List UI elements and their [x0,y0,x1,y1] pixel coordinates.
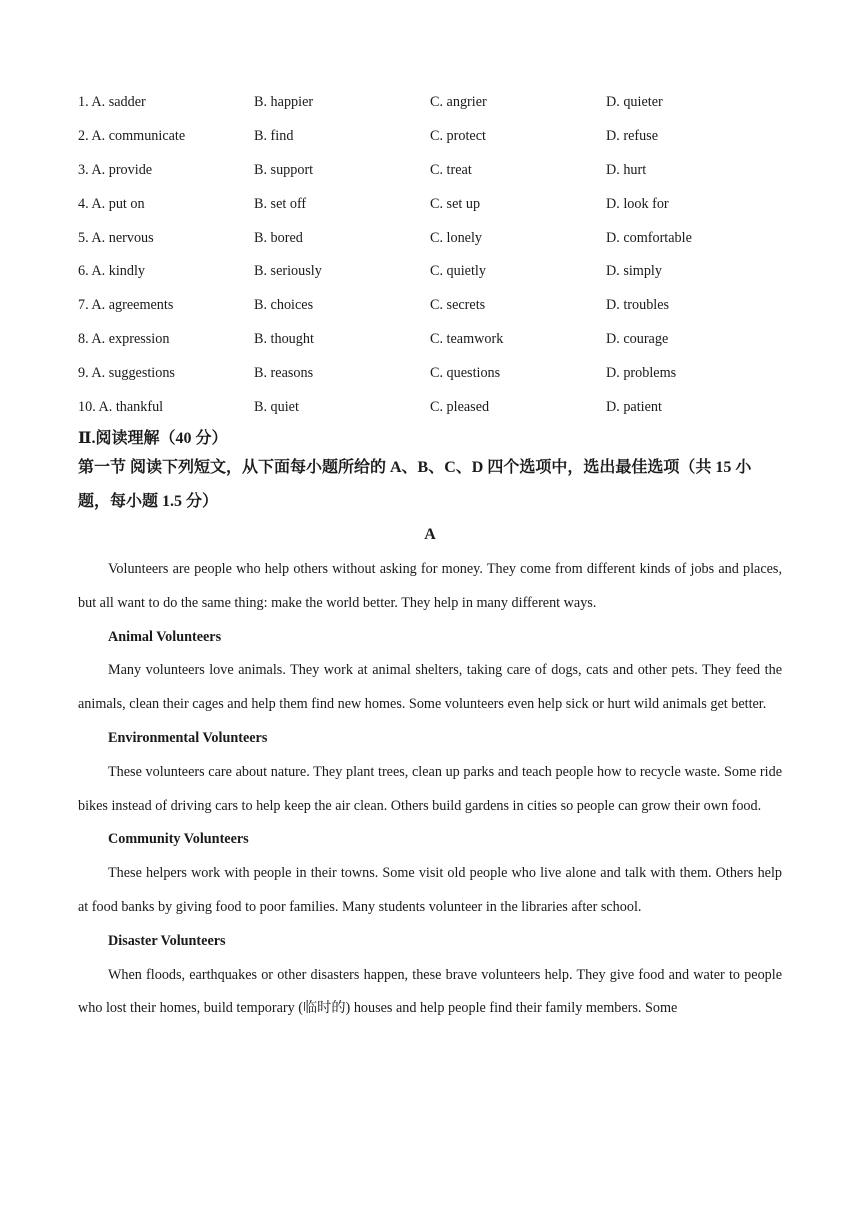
option-row [78,221,798,255]
option-b: B. find [254,128,294,145]
option-row [78,154,798,188]
option-c: C. angrier [430,94,487,111]
option-d: D. simply [606,263,662,280]
option-a: 9. A. suggestions [78,364,175,381]
section-paragraph: Many volunteers love animals. They work at animal shelters, taking care of dogs, cats and other pets. They feed the animals, clean their cages and help them find new homes. Some volunteers even help sick or hurt wild animals get better. [78,662,782,713]
section-paragraph: When floods, earthquakes or other disasters happen, these brave volunteers help. They give food and water to people who lost their homes, build temporary (临时的) houses and help people find their family members. Some [78,966,782,1017]
option-b: B. bored [254,229,303,246]
section-heading: Animal Volunteers [108,628,222,645]
option-c: C. questions [430,364,501,381]
option-b: B. thought [254,330,314,347]
section-heading: Disaster Volunteers [108,932,226,949]
option-b: B. support [254,161,314,178]
option-d: D. look for [606,195,669,212]
option-b: B. choices [254,297,314,314]
section-instruction: 第一节 阅读下列短文，从下面每小题所给的 A、B、C、D 四个选项中，选出最佳选项（共 15 小题，每小题 1.5 分） [78,459,752,510]
section-paragraph: These helpers work with people in their towns. Some visit old people who live alone and talk with them. Others help at food banks by giving food to poor families. Many students volunteer in the libraries after school. [78,865,782,915]
option-c: C. lonely [430,229,483,246]
option-a: 5. A. nervous [78,229,154,246]
option-a: 7. A. agreements [78,297,174,314]
option-d: D. hurt [606,161,647,178]
option-a: 10. A. thankful [78,398,164,415]
section-paragraph: These volunteers care about nature. They plant trees, clean up parks and teach people how to recycle waste. Some ride bikes instead of driving cars to help keep the air clean. Others build gardens in cities so people can grow their own food. [78,763,782,814]
passage-intro: Volunteers are people who help others without asking for money. They come from different kinds of jobs and places, but all want to do the same thing: make the world better. They help in many different ways. [78,561,782,611]
option-d: D. problems [606,364,677,381]
option-d: D. troubles [606,297,670,314]
option-d: D. refuse [606,128,658,145]
passage-body [78,553,782,1026]
option-c: C. quietly [430,263,486,280]
option-c: C. teamwork [430,330,504,347]
option-row [78,86,798,120]
section-heading: Community Volunteers [108,831,249,848]
option-a: 8. A. expression [78,330,170,347]
option-row [78,390,798,424]
option-a: 4. A. put on [78,195,145,212]
section-heading: Environmental Volunteers [108,729,268,746]
option-b: B. seriously [254,263,322,280]
option-row [78,356,798,390]
option-row [78,255,798,289]
option-b: B. set off [254,195,307,212]
option-a: 2. A. communicate [78,128,186,145]
option-c: C. set up [430,195,481,212]
option-a: 3. A. provide [78,161,153,178]
option-row [78,323,798,357]
option-row [78,120,798,154]
cloze-options [78,86,798,424]
option-c: C. pleased [430,398,490,415]
option-b: B. happier [254,94,314,111]
option-d: D. comfortable [606,229,692,246]
option-d: D. patient [606,398,662,415]
section-title: Ⅱ.阅读理解（40 分） [78,430,228,447]
option-b: B. quiet [254,398,299,415]
option-row [78,289,798,323]
option-c: C. protect [430,128,486,145]
option-row [78,187,798,221]
option-d: D. quieter [606,94,663,111]
option-a: 1. A. sadder [78,94,146,111]
option-b: B. reasons [254,364,314,381]
option-c: C. treat [430,161,472,178]
option-d: D. courage [606,330,669,347]
passage-letter: A [424,526,436,543]
option-c: C. secrets [430,297,486,314]
option-a: 6. A. kindly [78,263,146,280]
